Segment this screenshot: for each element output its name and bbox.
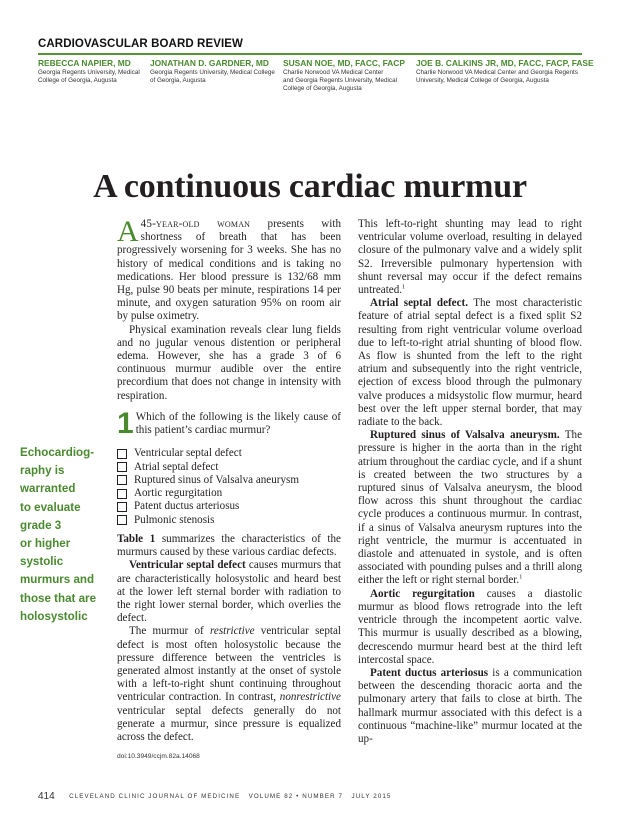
- author-name: JONATHAN D. GARDNER, MD: [150, 58, 269, 68]
- checkbox[interactable]: [117, 489, 127, 499]
- author-name: JOE B. CALKINS JR, MD, FACC, FACP, FASE: [416, 58, 594, 68]
- page-footer: [38, 788, 598, 806]
- author-gardner: [150, 58, 275, 85]
- article-title: A continuous cardiac murmur: [93, 168, 527, 205]
- pull-quote: Echocardiog- raphy is warranted to evaluate grade 3 or higher systolic murmurs and those that are holosystolic: [20, 446, 97, 623]
- column-left: [117, 215, 341, 763]
- author-affiliation: Charlie Norwood VA Medical Center and Georgia Regents University, Medical College of Georgia, Augusta: [416, 69, 578, 84]
- asd-paragraph: Atrial septal defect. The most characteristic feature of atrial septal defect is a fixed split S2 resulting from right ventricular volume overload due to left-to-right atrial shunting of blood flow. As flow is shunted from the left to the right atrium and subsequently into the right ventricle, ejection of excess blood through the pulmonary valve produces a midsystolic flow murmur, heard best over the left upper sternal border, that may radiate to the back.: [358, 297, 582, 429]
- author-noe: [283, 58, 413, 93]
- reference: 1: [519, 573, 523, 581]
- author-napier: [38, 58, 144, 85]
- drop-cap: A: [117, 215, 139, 248]
- table-paragraph: Table 1 summarizes the characteristics of the murmurs caused by these various cardiac defects.: [117, 533, 341, 559]
- checkbox[interactable]: [117, 475, 127, 485]
- answer-option[interactable]: Pulmonic stenosis: [117, 514, 341, 527]
- question-number: 1: [117, 406, 134, 440]
- rsv-paragraph: Ruptured sinus of Valsalva aneurysm. The pressure is higher in the aorta than in the right atrium throughout the cardiac cycle, and if a shunt is created between the two structures by a ruptured sinus of Valsalva aneurysm, the blood flow across this shunt throughout the cardiac cycle produces a continuous murmur. In contrast, if a sinus of Valsalva aneurysm ruptures into the right ventricle, the murmur is accentuated in diastole and attenuated in systole, and is often associated with pounding pulses and a thrill along either the left or right sternal border.$^1$: [358, 429, 582, 587]
- checkbox[interactable]: [117, 515, 127, 525]
- vsd-paragraph: Ventricular septal defect causes murmurs that are characteristically holosystolic and heard best at the lower left sternal border with radiation to the right lower sternal border, which overlies the defect.: [117, 559, 341, 625]
- answer-option[interactable]: Atrial septal defect: [117, 461, 341, 474]
- intro-paragraph: A 45-year-old woman presents with shortness of breath that has been progressively worsening for 3 weeks. She has no history of medical conditions and is taking no medications. Her blood pressure is 132/68 mm Hg, pulse 90 beats per minute, respirations 14 per minute, and oxygen saturation 95% on room air by pulse oximetry.: [117, 215, 341, 323]
- checkbox[interactable]: [117, 449, 127, 459]
- restrictive-paragraph: The murmur of restrictive ventricular septal defect is most often holosystolic because the pressure difference between the ventricles is generated almost instantly at the onset of systole with a left-to-right shunt continuing throughout ventricular contraction. In contrast, nonrestrictive ventricular septal defects generally do not generate a murmur, since pressure is equalized across the defect.: [117, 625, 341, 744]
- ar-paragraph: Aortic regurgitation causes a diastolic murmur as blood flows retrograde into the left ventricle through the incompetent aortic valve. This murmur is usually described as a blowing, decrescendo murmur heard best at the third left intercostal space.: [358, 587, 582, 666]
- lead-in: 45-year-old woman: [140, 218, 251, 230]
- answer-options: [117, 447, 341, 527]
- author-affiliation: Georgia Regents University, Medical College of Georgia, Augusta: [150, 69, 275, 84]
- doi: doi:10.3949/ccjm.82a.14068: [117, 753, 200, 761]
- author-calkins: [416, 58, 594, 85]
- pda-paragraph: Patent ductus arteriosus is a communication between the descending thoracic aorta and the pulmonary artery that fails to close at birth. The hallmark murmur associated with this defect is a continuous “machine-like” murmur located at the up-: [358, 666, 583, 745]
- exam-paragraph: Physical examination reveals clear lung fields and no jugular venous distention or peripheral edema. However, she has a grade 3 of 6 continuous murmur audible over the entire precordium that does not change in intensity with respiration.: [117, 323, 341, 402]
- author-name: SUSAN NOE, MD, FACC, FACP: [283, 58, 405, 68]
- section-header: CARDIOVASCULAR BOARD REVIEW: [38, 38, 582, 55]
- answer-option[interactable]: Aortic regurgitation: [117, 487, 341, 500]
- checkbox[interactable]: [117, 502, 127, 512]
- answer-option[interactable]: Ventricular septal defect: [117, 447, 341, 460]
- author-name: REBECCA NAPIER, MD: [38, 58, 131, 68]
- journal-info: CLEVELAND CLINIC JOURNAL OF MEDICINE VOLUME 82 • NUMBER 7 JULY 2015: [69, 793, 392, 801]
- author-affiliation: Georgia Regents University, Medical College of Georgia, Augusta: [38, 69, 140, 84]
- question-block: [117, 406, 341, 440]
- checkbox[interactable]: [117, 462, 127, 472]
- answer-option[interactable]: Ruptured sinus of Valsalva aneurysm: [117, 474, 341, 487]
- answer-option[interactable]: Patent ductus arteriosus: [117, 500, 341, 513]
- author-affiliation: Charlie Norwood VA Medical Center and Georgia Regents University, Medical College of Georgia, Augusta: [283, 69, 397, 92]
- column-right: [358, 218, 582, 746]
- shunt-paragraph: This left-to-right shunting may lead to right ventricular volume overload, resulting in delayed closure of the pulmonary valve and a widely split S2. Irreversible pulmonary hypertension with shunt reversal may occur if the defect remains untreated.$^1$: [358, 218, 582, 297]
- page-number: 414: [38, 791, 55, 803]
- author-list: [38, 58, 594, 98]
- reference: 1: [402, 283, 406, 291]
- question-text: Which of the following is the likely cause of this patient’s cardiac murmur?: [135, 410, 341, 437]
